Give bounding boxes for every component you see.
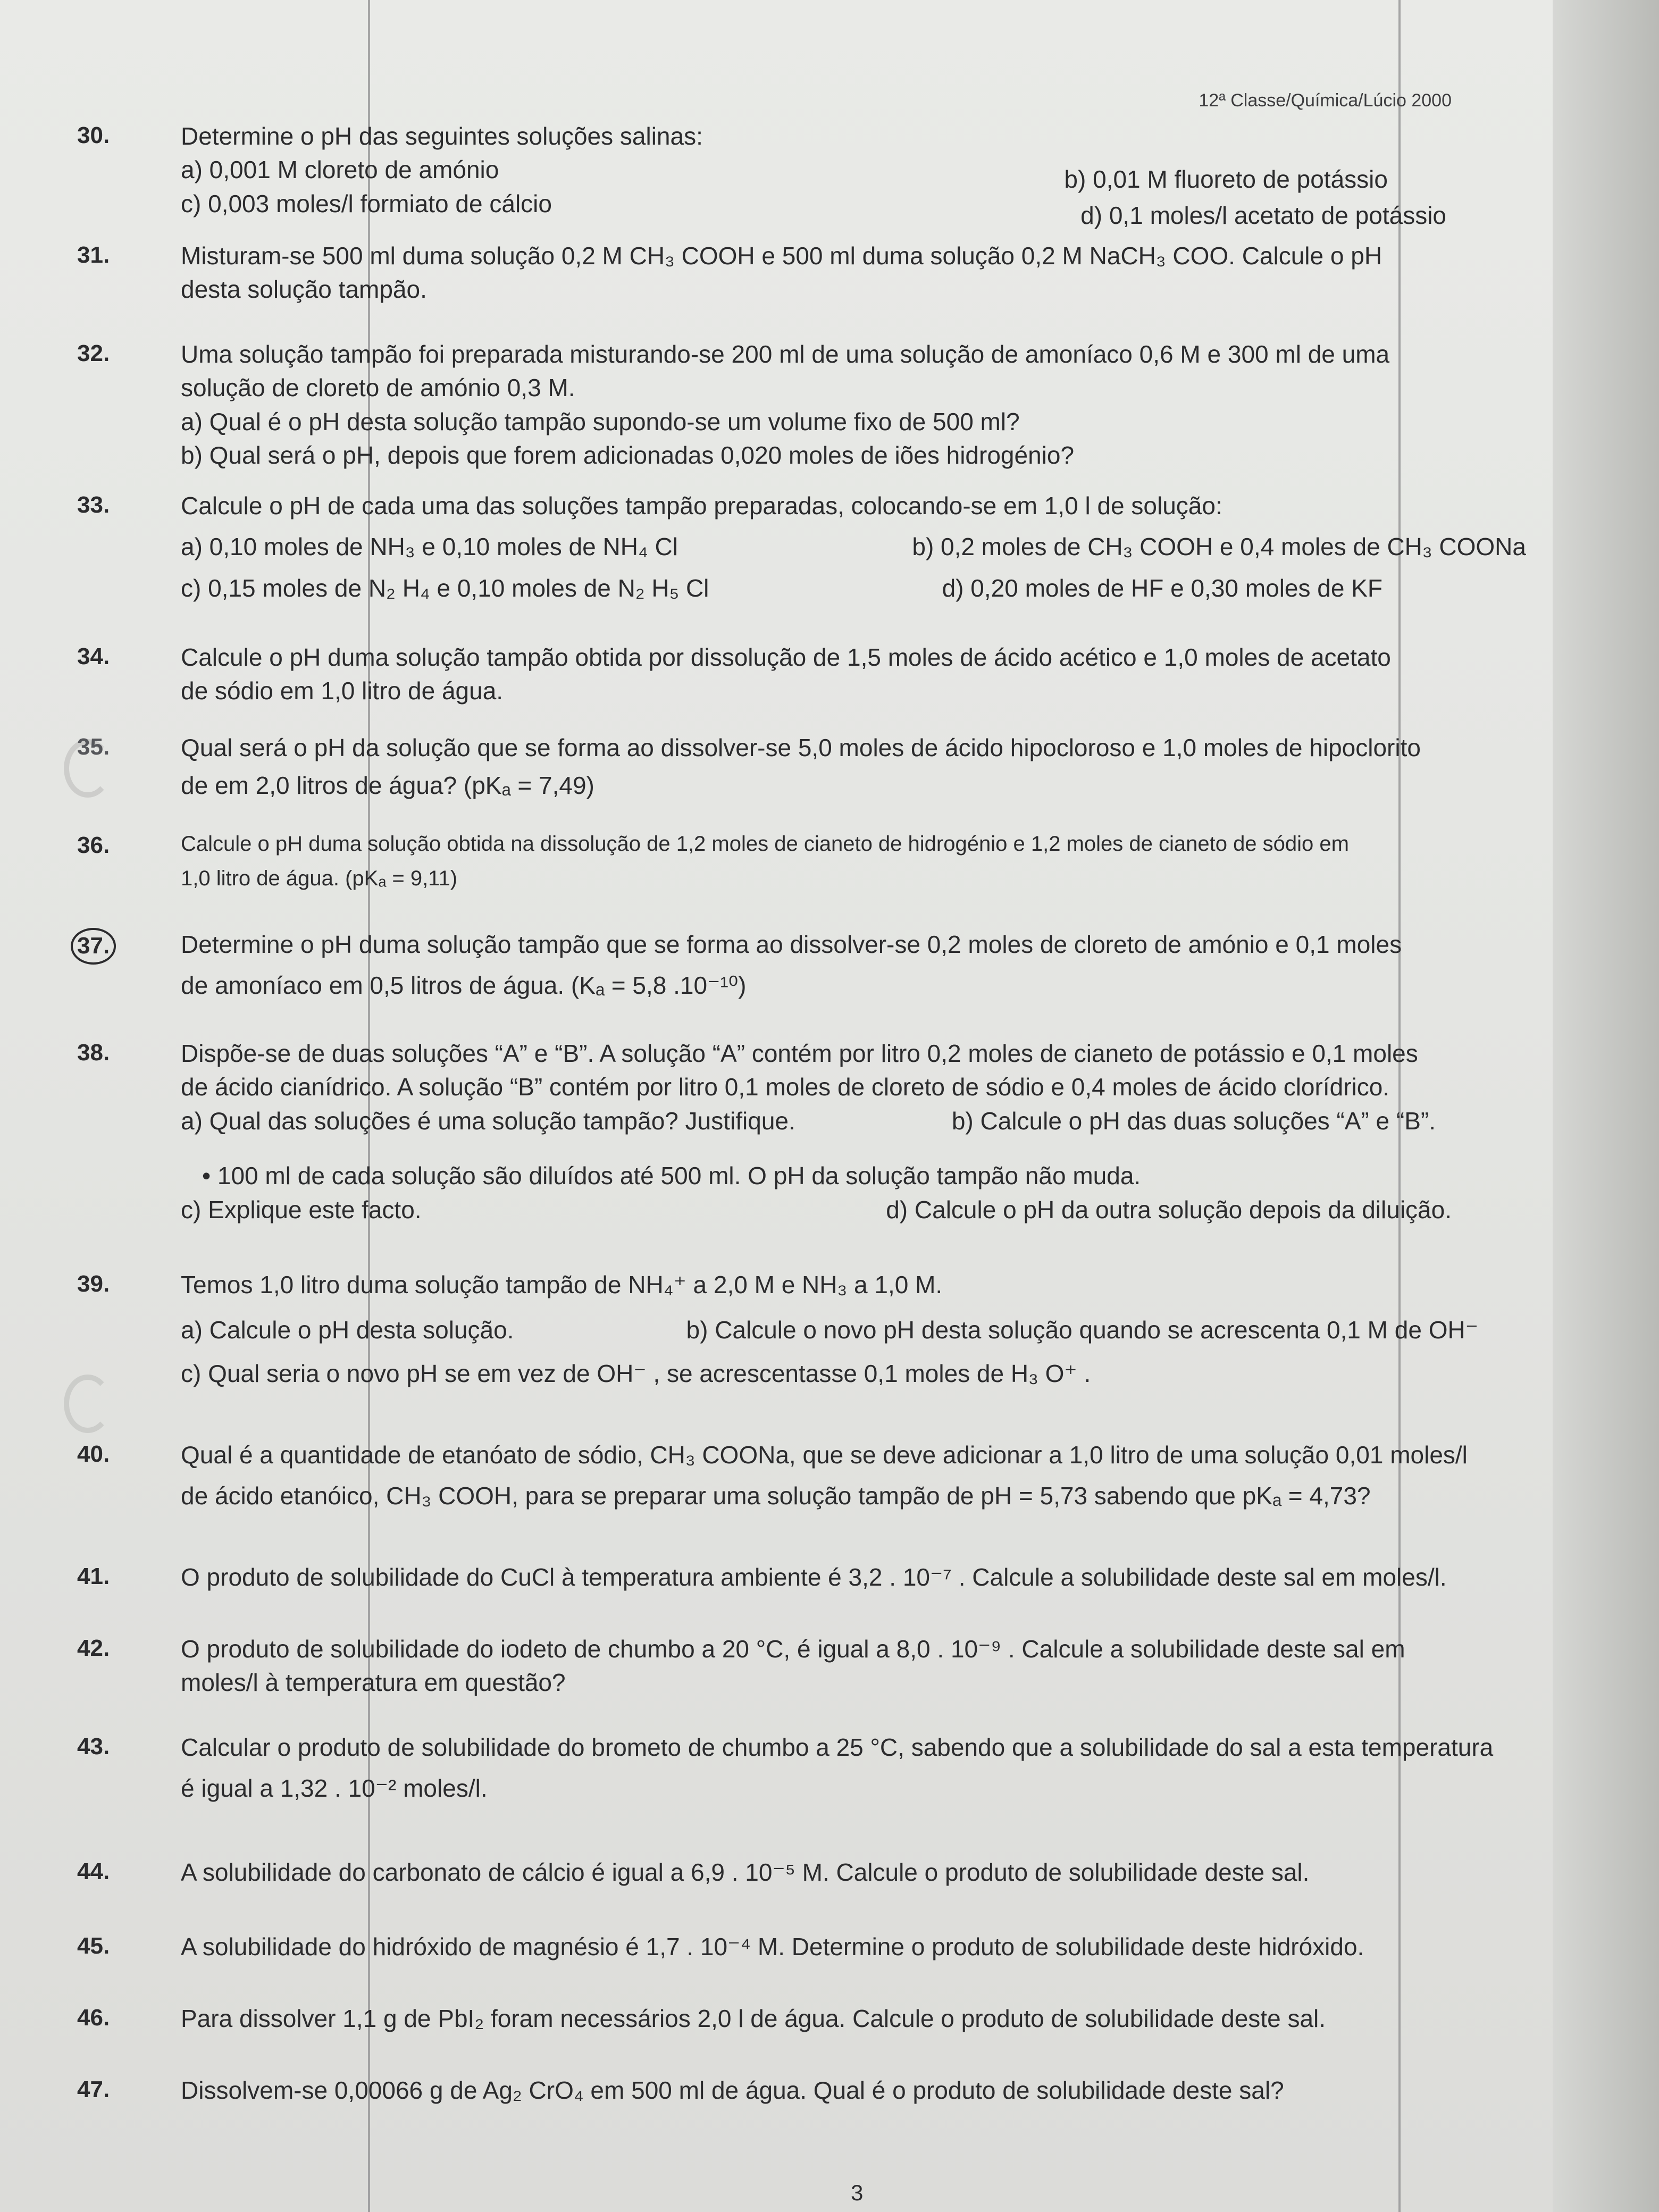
page-header: 12ª Classe/Química/Lúcio 2000 (1199, 90, 1452, 111)
question-number: 42. (77, 1635, 110, 1661)
question-number: 34. (77, 643, 110, 669)
question-text-line-2: moles/l à temperatura em questão? (181, 1669, 566, 1697)
question-text-line-1: O produto de solubilidade do iodeto de chumbo a 20 °C, é igual a 8,0 . 10⁻⁹ . Calcule a solubilidade deste sal em (181, 1635, 1405, 1663)
question-text: Para dissolver 1,1 g de PbI₂ foram necessários 2,0 l de água. Calcule o produto de solubilidade deste sal. (181, 2005, 1326, 2032)
question-number: 38. (77, 1040, 110, 1066)
question-number: 39. (77, 1271, 110, 1297)
option-b: b) Qual será o pH, depois que forem adicionadas 0,020 moles de iões hidrogénio? (181, 441, 1075, 470)
question-text-line-1: Determine o pH duma solução tampão que se forma ao dissolver-se 0,2 moles de cloreto de amónio e 0,1 moles (181, 931, 1402, 958)
question-text-line-2: de ácido etanóico, CH₃ COOH, para se preparar uma solução tampão de pH = 5,73 sabendo que pKₐ = 4,73? (181, 1482, 1371, 1510)
question-text: A solubilidade do hidróxido de magnésio é 1,7 . 10⁻⁴ M. Determine o produto de solubilidade deste hidróxido. (181, 1933, 1364, 1960)
question-text: Calcule o pH de cada uma das soluções tampão preparadas, colocando-se em 1,0 l de solução: (181, 492, 1222, 520)
option-d: d) 0,20 moles de HF e 0,30 moles de KF (942, 574, 1382, 602)
question-text-line-2: de amoníaco em 0,5 litros de água. (Kₐ = 5,8 .10⁻¹⁰) (181, 971, 747, 1000)
question-text: O produto de solubilidade do CuCl à temperatura ambiente é 3,2 . 10⁻⁷ . Calcule a solubilidade deste sal em moles/l. (181, 1563, 1447, 1591)
question-number: 47. (77, 2076, 110, 2102)
question-text-line-1: Misturam-se 500 ml duma solução 0,2 M CH₃ COOH e 500 ml duma solução 0,2 M NaCH₃ COO. Calcule o pH (181, 242, 1382, 270)
option-c: c) 0,15 moles de N₂ H₄ e 0,10 moles de N₂ H₅ Cl (181, 574, 709, 602)
question-text: A solubilidade do carbonato de cálcio é igual a 6,9 . 10⁻⁵ M. Calcule o produto de solubilidade deste sal. (181, 1858, 1310, 1886)
question-text-line-1: Calcular o produto de solubilidade do brometo de chumbo a 25 °C, sabendo que a solubilidade do sal a esta temperatura (181, 1733, 1494, 1761)
option-a: a) 0,001 M cloreto de amónio (181, 156, 499, 184)
question-text-line-2: solução de cloreto de amónio 0,3 M. (181, 374, 575, 402)
question-text-line-1: Qual é a quantidade de etanóato de sódio, CH₃ COONa, que se deve adicionar a 1,0 litro de uma solução 0,01 moles/l (181, 1441, 1468, 1469)
option-d: d) 0,1 moles/l acetato de potássio (1080, 201, 1446, 229)
question-text: Determine o pH das seguintes soluções salinas: (181, 122, 703, 150)
option-b: b) Calcule o pH das duas soluções “A” e “B”. (951, 1107, 1436, 1135)
question-text-line-1: Calcule o pH duma solução tampão obtida por dissolução de 1,5 moles de ácido acético e 1,0 moles de acetato (181, 643, 1391, 671)
page-number: 3 (851, 2180, 864, 2205)
option-c: c) 0,003 moles/l formiato de cálcio (181, 189, 552, 217)
question-text-line-2: 1,0 litro de água. (pKₐ = 9,11) (181, 867, 458, 891)
question-text-line-1: Uma solução tampão foi preparada misturando-se 200 ml de uma solução de amoníaco 0,6 M e 300 ml de uma (181, 340, 1390, 368)
question-number-circled: 37. (71, 928, 116, 965)
question-number: 32. (77, 340, 110, 366)
question-text-line-1: Calcule o pH duma solução obtida na dissolução de 1,2 moles de cianeto de hidrogénio e 1,2 moles de cianeto de sódio em (181, 832, 1349, 856)
option-a: a) Qual é o pH desta solução tampão supondo-se um volume fixo de 500 ml? (181, 407, 1020, 435)
question-number: 35. (77, 734, 110, 760)
question-number: 43. (77, 1733, 110, 1759)
question-number: 40. (77, 1441, 110, 1467)
question-number: 41. (77, 1563, 110, 1589)
punch-hole-bottom (64, 1375, 112, 1433)
option-a: a) Calcule o pH desta solução. (181, 1316, 514, 1344)
question-text-line-1: Qual será o pH da solução que se forma ao dissolver-se 5,0 moles de ácido hipocloroso e 1,0 moles de hipoclorito (181, 734, 1421, 761)
question-text-line-2: de sódio em 1,0 litro de água. (181, 677, 504, 705)
question-number: 33. (77, 492, 110, 518)
question-text-line-2: é igual a 1,32 . 10⁻² moles/l. (181, 1774, 488, 1803)
question-number: 46. (77, 2005, 110, 2031)
question-number: 30. (77, 122, 110, 148)
question-text-line-2: de em 2,0 litros de água? (pKₐ = 7,49) (181, 772, 594, 800)
question-text-line-2: de ácido cianídrico. A solução “B” contém por litro 0,1 moles de cloreto de sódio e 0,4 moles de ácido clorídrico. (181, 1073, 1390, 1101)
bullet-note: • 100 ml de cada solução são diluídos até 500 ml. O pH da solução tampão não muda. (202, 1162, 1141, 1190)
page-edge-shadow (1553, 0, 1659, 2212)
question-number: 44. (77, 1858, 110, 1884)
option-a: a) Qual das soluções é uma solução tampão? Justifique. (181, 1107, 795, 1135)
option-b: b) 0,01 M fluoreto de potássio (1064, 165, 1388, 194)
option-a: a) 0,10 moles de NH₃ e 0,10 moles de NH₄ Cl (181, 533, 678, 561)
question-text-line-2: desta solução tampão. (181, 275, 427, 304)
option-b: b) Calcule o novo pH desta solução quando se acrescenta 0,1 M de OH⁻ (686, 1316, 1478, 1344)
question-text: Dissolvem-se 0,00066 g de Ag₂ CrO₄ em 500 ml de água. Qual é o produto de solubilidade deste sal? (181, 2076, 1284, 2104)
question-text: Temos 1,0 litro duma solução tampão de NH₄⁺ a 2,0 M e NH₃ a 1,0 M. (181, 1271, 943, 1298)
question-number: 45. (77, 1933, 110, 1959)
question-text-line-1: Dispõe-se de duas soluções “A” e “B”. A solução “A” contém por litro 0,2 moles de cianeto de potássio e 0,1 moles (181, 1040, 1418, 1067)
question-number: 36. (77, 832, 110, 858)
option-b: b) 0,2 moles de CH₃ COOH e 0,4 moles de CH₃ COONa (912, 533, 1526, 561)
option-c: c) Qual seria o novo pH se em vez de OH⁻ , se acrescentasse 0,1 moles de H₃ O⁺ . (181, 1359, 1091, 1387)
option-c: c) Explique este facto. (181, 1195, 422, 1224)
option-d: d) Calcule o pH da outra solução depois da diluição. (886, 1195, 1452, 1224)
question-number: 31. (77, 242, 110, 268)
